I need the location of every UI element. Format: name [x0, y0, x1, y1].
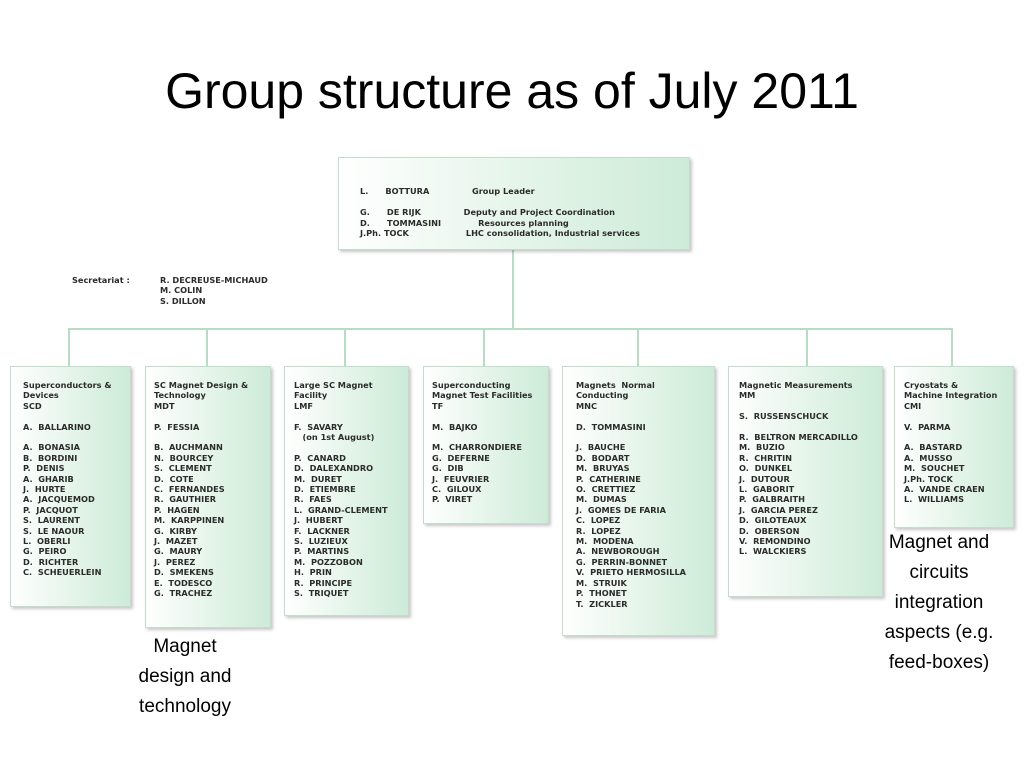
section-member: L. OBERLI	[23, 536, 71, 547]
section-member: P. MARTINS	[294, 546, 350, 557]
secretariat-name: R. DECREUSE-MICHAUD	[160, 275, 268, 285]
section-member: S. LUZIEUX	[294, 536, 348, 547]
section-member: G. TRACHEZ	[154, 588, 213, 599]
leader-line: J.Ph. TOCK LHC consolidation, Industrial services	[360, 228, 640, 239]
section-member: A. NEWBOROUGH	[576, 546, 660, 557]
section-member: P. GALBRAITH	[739, 494, 805, 505]
section-member: P. CATHERINE	[576, 473, 641, 484]
section-member: D. SMEKENS	[154, 567, 214, 578]
section-heading: TF	[432, 400, 444, 411]
section-member: F. LACKNER	[294, 525, 350, 536]
section-member: P. THONET	[576, 588, 627, 599]
caption-magnet-design: Magnet design and technology	[138, 636, 232, 717]
section-heading: Technology	[154, 390, 206, 401]
section-member: G. DEFERNE	[432, 452, 490, 463]
section-member: L. WILLIAMS	[904, 494, 964, 505]
section-leader: V. PARMA	[904, 421, 951, 432]
section-box-cmi	[894, 366, 1014, 528]
section-member: A. GHARIB	[23, 473, 74, 484]
section-member: R. PRINCIPE	[294, 577, 353, 588]
section-heading: Magnetic Measurements	[739, 380, 853, 390]
section-heading: Magnet Test Facilities	[432, 390, 533, 401]
section-heading: Conducting	[576, 390, 629, 401]
connector-drop-tf	[483, 328, 485, 366]
section-heading: MDT	[154, 400, 175, 411]
section-text	[424, 367, 548, 505]
section-member: L. GABORIT	[739, 484, 795, 495]
section-heading: CMI	[904, 400, 922, 411]
section-member: M. MODENA	[576, 536, 634, 547]
section-member: A. BASTARD	[904, 442, 963, 453]
section-member: S. TRIQUET	[294, 588, 349, 599]
section-text	[11, 367, 130, 578]
secretariat-label: Secretariat :	[72, 275, 130, 285]
connector-drop-mm	[806, 328, 808, 366]
section-leader: A. BALLARINO	[23, 421, 91, 432]
section-member: J. GARCIA PEREZ	[739, 504, 818, 515]
section-box-scd	[10, 366, 131, 607]
section-member: D. OBERSON	[739, 525, 800, 536]
connector-trunk	[512, 250, 514, 330]
section-member: B. BORDINI	[23, 452, 78, 463]
section-text	[729, 367, 882, 557]
section-member: M. DUMAS	[576, 494, 627, 505]
section-member: P. HAGEN	[154, 504, 200, 515]
section-member: C. FERNANDES	[154, 484, 225, 495]
section-heading: Large SC Magnet	[294, 380, 373, 390]
section-leader: D. TOMMASINI	[576, 421, 646, 432]
section-member: O. CRETTIEZ	[576, 484, 636, 495]
section-box-mdt	[145, 366, 271, 628]
secretariat-name: M. COLIN	[160, 285, 203, 296]
section-member: V. PRIETO HERMOSILLA	[576, 567, 687, 578]
section-member: G. PEIRO	[23, 546, 67, 557]
section-leader: S. RUSSENSCHUCK	[739, 411, 829, 422]
section-member: S. LAURENT	[23, 515, 80, 526]
section-text	[285, 367, 408, 599]
section-heading: Cryostats &	[904, 380, 959, 390]
section-member: R. FAES	[294, 494, 332, 505]
section-text	[895, 367, 1013, 505]
section-member: J. PEREZ	[154, 556, 196, 567]
section-leader: M. BAJKO	[432, 421, 478, 432]
section-member: D. GILOTEAUX	[739, 515, 807, 526]
section-heading: Superconductors &	[23, 380, 112, 390]
section-member: M. CHARRONDIERE	[432, 442, 522, 453]
group-leader-box	[338, 157, 690, 250]
connector-drop-mnc	[637, 328, 639, 366]
section-member: G. MAURY	[154, 546, 203, 557]
section-member: M. DURET	[294, 473, 342, 484]
section-member: G. KIRBY	[154, 525, 197, 536]
secretariat-names	[160, 275, 268, 306]
section-member: D. RICHTER	[23, 556, 79, 567]
section-member: L. GRAND-CLEMENT	[294, 504, 388, 515]
section-heading: SCD	[23, 400, 42, 411]
section-member: J. HUBERT	[294, 515, 343, 526]
section-member: G. PERRIN-BONNET	[576, 556, 668, 567]
section-member: D. BODART	[576, 452, 630, 463]
connector-drop-cmi	[951, 328, 953, 366]
section-heading: Facility	[294, 390, 328, 401]
section-heading: MNC	[576, 400, 598, 411]
section-member: P. JACQUOT	[23, 504, 78, 515]
section-member: D. ETIEMBRE	[294, 484, 356, 495]
section-member: S. CLEMENT	[154, 463, 212, 474]
section-member: T. ZICKLER	[576, 598, 628, 609]
section-text	[563, 367, 714, 609]
section-member: J. BAUCHE	[576, 442, 626, 453]
leader-line: L. BOTTURA Group Leader	[360, 186, 535, 197]
connector-bus	[68, 328, 953, 330]
section-member: P. CANARD	[294, 452, 346, 463]
section-box-lmf	[284, 366, 409, 616]
caption-magnet-circuits: Magnet and circuits integration aspects (e.g. feed-boxes)	[884, 532, 994, 673]
section-member: N. BOURCEY	[154, 452, 214, 463]
section-member: D. COTE	[154, 473, 194, 484]
section-member: C. LOPEZ	[576, 515, 621, 526]
section-member: C. SCHEUERLEIN	[23, 567, 102, 578]
section-member: A. MUSSO	[904, 452, 953, 463]
section-member: R. BELTRON MERCADILLO	[739, 432, 858, 442]
section-box-mnc	[562, 366, 715, 636]
section-member: M. POZZOBON	[294, 556, 363, 567]
group-leader-text	[339, 158, 689, 238]
section-member: V. REMONDINO	[739, 536, 811, 547]
section-text	[146, 367, 270, 599]
section-member: J.Ph. TOCK	[904, 473, 953, 484]
section-member: A. VANDE CRAEN	[904, 484, 985, 495]
section-member: J. HURTE	[23, 484, 66, 495]
page-title: Group structure as of July 2011	[165, 63, 859, 119]
section-member: E. TODESCO	[154, 577, 213, 588]
section-member: R. LOPEZ	[576, 525, 621, 536]
section-member: P. VIRET	[432, 494, 473, 505]
section-heading: Devices	[23, 390, 59, 401]
section-member: D. DALEXANDRO	[294, 463, 374, 474]
section-member: A. JACQUEMOD	[23, 494, 95, 505]
section-member: M. KARPPINEN	[154, 515, 225, 526]
connector-drop-scd	[68, 328, 70, 366]
section-member: J. GOMES DE FARIA	[576, 504, 666, 515]
section-member: R. CHRITIN	[739, 452, 792, 463]
section-member: J. DUTOUR	[739, 473, 790, 484]
section-member: A. BONASIA	[23, 442, 80, 453]
section-member: J. FEUVRIER	[432, 473, 490, 484]
section-member: R. GAUTHIER	[154, 494, 217, 505]
section-heading: LMF	[294, 400, 313, 411]
section-member: C. GILOUX	[432, 484, 482, 495]
section-box-mm	[728, 366, 883, 597]
section-heading: SC Magnet Design &	[154, 380, 249, 390]
section-member: M. STRUIK	[576, 577, 627, 588]
section-member: M. BRUYAS	[576, 463, 630, 474]
section-member: S. LE NAOUR	[23, 525, 85, 536]
section-heading: MM	[739, 390, 756, 401]
section-member: L. WALCKIERS	[739, 546, 807, 557]
section-heading: Magnets Normal	[576, 380, 655, 390]
section-member: M. BUZIO	[739, 442, 785, 453]
section-member: J. MAZET	[154, 536, 198, 547]
section-member: G. DIB	[432, 463, 464, 474]
section-box-tf	[423, 366, 549, 524]
section-heading: Machine Integration	[904, 390, 998, 401]
connector-drop-mdt	[206, 328, 208, 366]
leader-line: G. DE RIJK Deputy and Project Coordination	[360, 207, 616, 218]
section-heading: Superconducting	[432, 380, 511, 390]
section-leader: P. FESSIA	[154, 421, 200, 432]
section-member: H. PRIN	[294, 567, 332, 578]
section-member: M. SOUCHET	[904, 463, 965, 474]
section-member: O. DUNKEL	[739, 463, 793, 474]
section-member: B. AUCHMANN	[154, 442, 223, 453]
secretariat-name: S. DILLON	[160, 295, 206, 306]
section-member: P. DENIS	[23, 463, 65, 474]
leader-line: D. TOMMASINI Resources planning	[360, 217, 569, 228]
connector-drop-lmf	[344, 328, 346, 366]
section-leader: F. SAVARY (on 1st August)	[294, 421, 375, 443]
